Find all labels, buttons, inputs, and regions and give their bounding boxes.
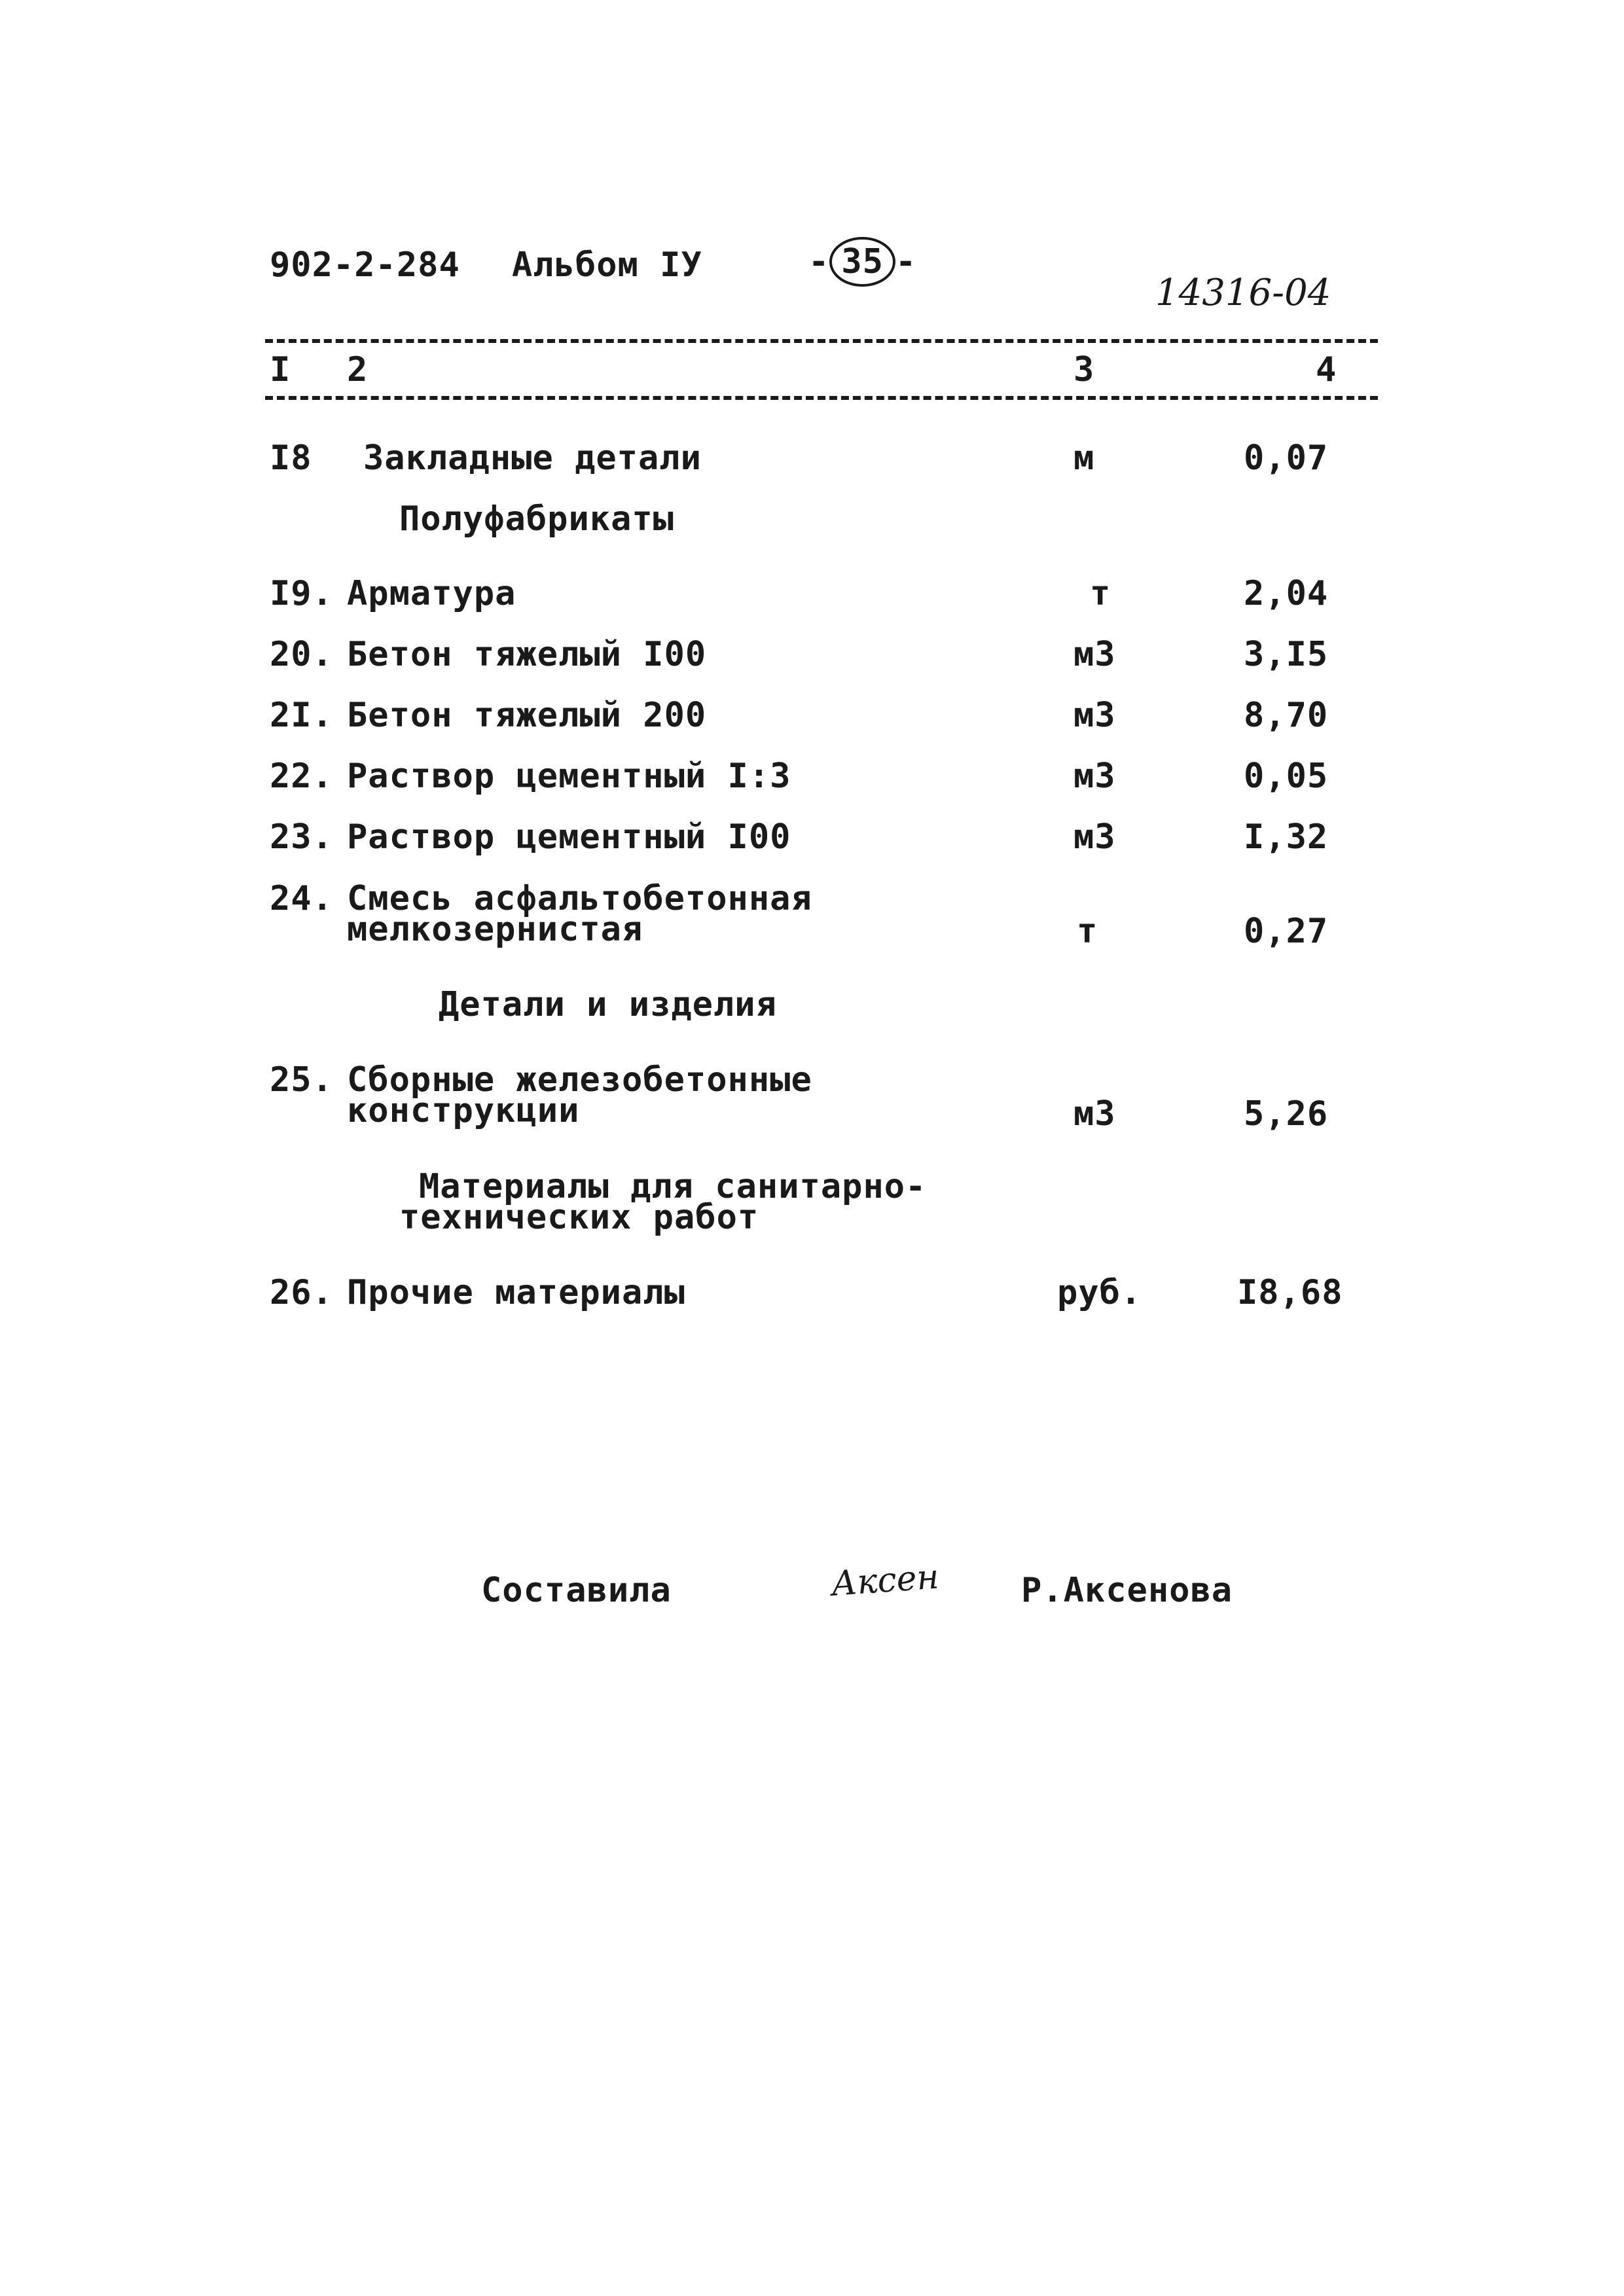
row-value: 5,26 xyxy=(1244,1094,1329,1134)
row-number: I9. xyxy=(270,574,333,613)
row-name: Раствор цементный I:3 xyxy=(347,757,791,796)
row-name: Прочие материалы xyxy=(347,1273,685,1312)
page-number: - 35 - xyxy=(808,237,916,287)
compiled-by-label: Составила xyxy=(481,1571,672,1610)
column-header-3: 3 xyxy=(1074,350,1095,389)
row-name: Раствор цементный I00 xyxy=(347,817,791,857)
row-unit: м3 xyxy=(1074,635,1116,674)
row-value: 0,07 xyxy=(1244,439,1329,478)
row-unit: м3 xyxy=(1074,817,1116,857)
page-number-circle: 35 xyxy=(829,237,895,287)
document-code: 902-2-284 xyxy=(270,245,460,285)
album-label: Альбом IУ xyxy=(512,245,702,285)
section-heading: Детали и изделия xyxy=(439,985,777,1024)
row-number: 20. xyxy=(270,635,333,674)
row-value: 8,70 xyxy=(1244,696,1329,735)
author-name: Р.Аксенова xyxy=(1021,1571,1233,1610)
row-name: Закладные детали xyxy=(363,439,702,478)
row-unit: руб. xyxy=(1057,1273,1142,1312)
row-number: 26. xyxy=(270,1273,333,1312)
header-rule-bottom xyxy=(265,396,1378,400)
row-unit: т xyxy=(1077,912,1098,951)
row-number: 24. xyxy=(270,879,333,918)
row-name: Бетон тяжелый I00 xyxy=(347,635,707,674)
row-number: I8 xyxy=(270,439,312,478)
column-header-2: 2 xyxy=(347,350,369,389)
signature: Аксен xyxy=(830,1557,941,1604)
row-number: 22. xyxy=(270,757,333,796)
row-number: 23. xyxy=(270,817,333,857)
row-number: 2I. xyxy=(270,696,333,735)
row-value: I,32 xyxy=(1244,817,1329,857)
row-name-line-1: Смесь асфальтобетонная xyxy=(347,879,812,918)
row-value: 0,27 xyxy=(1244,912,1329,951)
row-unit: м3 xyxy=(1074,757,1116,796)
section-heading: Полуфабрикаты xyxy=(399,499,674,539)
row-name: Бетон тяжелый 200 xyxy=(347,696,707,735)
row-value: 0,05 xyxy=(1244,757,1329,796)
row-unit: м xyxy=(1074,439,1095,478)
row-name-line-2: конструкции xyxy=(347,1091,580,1130)
row-number: 25. xyxy=(270,1060,333,1100)
column-header-1: I xyxy=(270,350,291,389)
row-value: 2,04 xyxy=(1244,574,1329,613)
column-header-4: 4 xyxy=(1316,350,1337,389)
row-unit: т xyxy=(1090,574,1111,613)
row-value: I8,68 xyxy=(1237,1273,1343,1312)
row-value: 3,I5 xyxy=(1244,635,1329,674)
row-name: Арматура xyxy=(347,574,516,613)
row-name-line-2: мелкозернистая xyxy=(347,910,643,949)
header-rule-top xyxy=(265,339,1378,343)
row-unit: м3 xyxy=(1074,696,1116,735)
row-unit: м3 xyxy=(1074,1094,1116,1134)
section-heading-line-1: Материалы для санитарно- xyxy=(419,1167,927,1206)
section-heading-line-2: технических работ xyxy=(399,1198,759,1237)
handwritten-code: 14316-04 xyxy=(1155,272,1331,314)
row-name-line-1: Сборные железобетонные xyxy=(347,1060,812,1100)
